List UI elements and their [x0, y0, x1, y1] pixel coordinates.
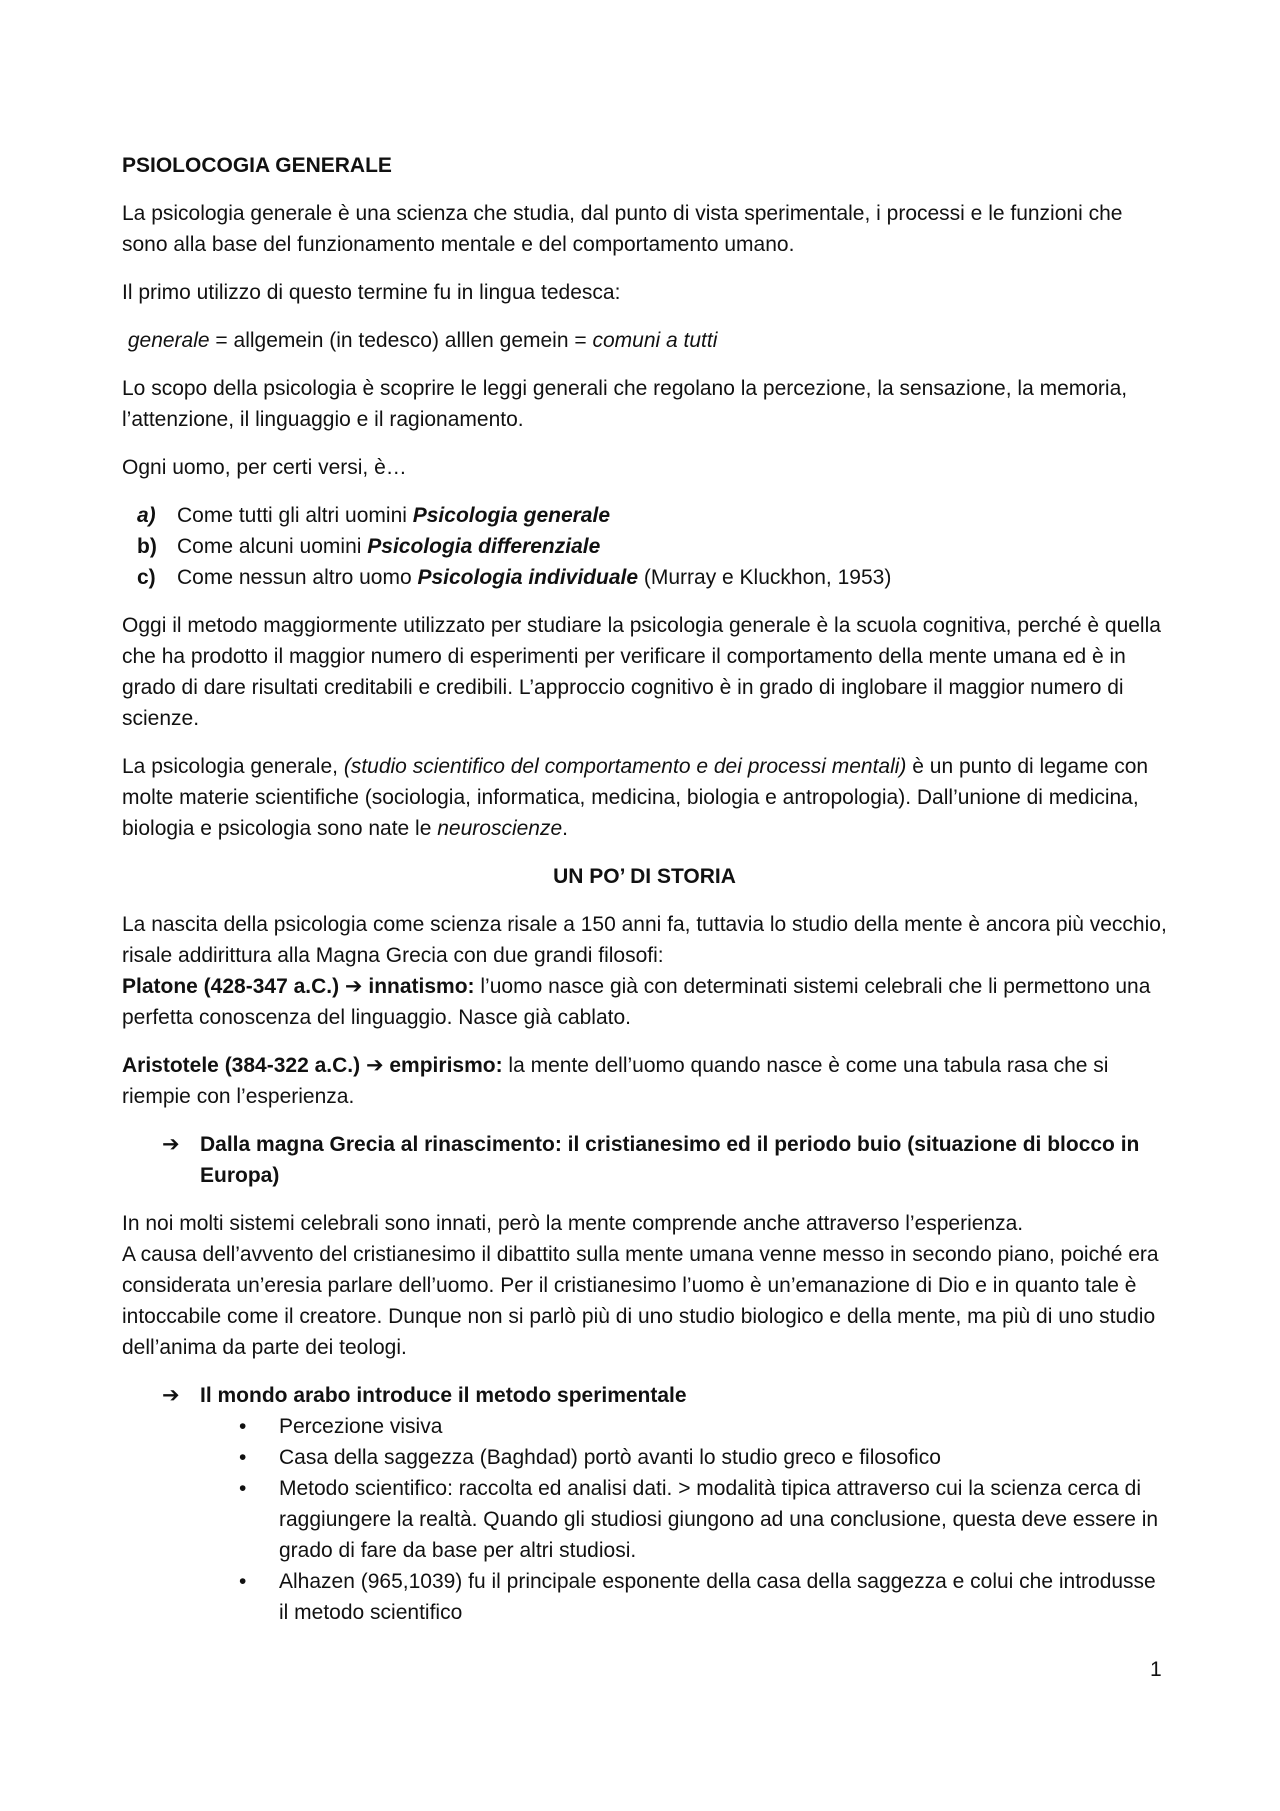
psychology-types-list [122, 500, 1167, 593]
list-item: • Casa della saggezza (Baghdad) portò avanti lo studio greco e filosofico [122, 1442, 1167, 1473]
list-item: b) Come alcuni uomini Psicologia differenziale [122, 531, 1167, 562]
list-item: c) Come nessun altro uomo Psicologia individuale (Murray e Kluckhon, 1953) [122, 562, 1167, 593]
section-title: UN PO’ DI STORIA [553, 865, 736, 888]
list-marker: c) [137, 566, 156, 589]
document-title: PSIOLOCOGIA GENERALE [122, 154, 392, 177]
list-emphasis: Psicologia individuale [417, 566, 639, 589]
paragraph-cognitive-method: Oggi il metodo maggiormente utilizzato per studiare la psicologia generale è la scuola cognitiva, perché è quella che ha prodotto il maggior numero di esperimenti per verificare il comportamento della mente umana ed è in grado di dare risultati creditabili e credibili. L’approccio cognitivo è in grado di inglobare il maggior numero di scienze. [122, 614, 1161, 730]
arrow-icon: ➔ [162, 1133, 180, 1156]
list-marker: b) [137, 535, 157, 558]
paragraph-innate-systems: In noi molti sistemi celebrali sono innati, però la mente comprende anche attraverso l’esperienza. [122, 1212, 1024, 1235]
page-number: 1 [1150, 1658, 1162, 1681]
paragraph-general-psychology-links: La psicologia generale, (studio scientifico del comportamento e dei processi mentali) è un punto di legame con molte materie scientifiche (sociologia, informatica, medicina, biologia e antropologia). Dall’unione di medicina, biologia e psicologia sono nate le neuroscienze. [122, 755, 1149, 840]
bullet-icon: • [239, 1477, 247, 1500]
term-meaning: comuni a tutti [592, 329, 718, 352]
paragraph-aristotele: Aristotele (384-322 a.C.) ➔ empirismo: la mente dell’uomo quando nasce è come una tabula rasa che si riempie con l’esperienza. [122, 1054, 1109, 1108]
list-item: • Percezione visiva [122, 1411, 1167, 1442]
list-item: a) Come tutti gli altri uomini Psicologia generale [122, 500, 1167, 531]
bullet-icon: • [239, 1415, 247, 1438]
paragraph-definition: La psicologia generale è una scienza che studia, dal punto di vista sperimentale, i processi e le funzioni che sono alla base del funzionamento mentale e del comportamento umano. [122, 202, 1123, 256]
paragraph-platone: Platone (428-347 a.C.) ➔ innatismo: l’uomo nasce già con determinati sistemi celebrali che li permettono una perfetta conoscenza del linguaggio. Nasce già cablato. [122, 975, 1151, 1029]
etymology-middle: = allgemein (in tedesco) alllen gemein = [209, 329, 593, 352]
term-generale: generale [127, 329, 210, 352]
arab-world-bullets [122, 1411, 1167, 1628]
paragraph-first-use: Il primo utilizzo di questo termine fu in lingua tedesca: [122, 281, 621, 304]
list-item: • Metodo scientifico: raccolta ed analisi dati. > modalità tipica attraverso cui la scienza cerca di raggiungere la realtà. Quando gli studiosi giungono ad una conclusione, questa deve essere in grado di fare da base per altri studiosi. [122, 1473, 1167, 1566]
bullet-icon: • [239, 1570, 247, 1593]
list-item: • Alhazen (965,1039) fu il principale esponente della casa della saggezza e colui che introdusse il metodo scientifico [122, 1566, 1167, 1628]
list-marker: a) [137, 504, 156, 527]
paragraph-christianity: A causa dell’avvento del cristianesimo il dibattito sulla mente umana venne messo in secondo piano, poiché era considerata un’eresia parlare dell’uomo. Per il cristianesimo l’uomo è un’emanazione di Dio e in quanto tale è intoccabile come il creatore. Dunque non si parlò più di uno studio biologico e della mente, ma più di uno studio dell’anima da parte dei teologi. [122, 1243, 1159, 1359]
arrow-icon: ➔ [344, 975, 363, 998]
heading-arab-world: ➔ Il mondo arabo introduce il metodo sperimentale [122, 1380, 1167, 1411]
document-page [122, 150, 1167, 1628]
arrow-icon: ➔ [162, 1384, 180, 1407]
paragraph-history-intro: La nascita della psicologia come scienza risale a 150 anni fa, tuttavia lo studio della mente è ancora più vecchio, risale addirittura alla Magna Grecia con due grandi filosofi: [122, 913, 1167, 967]
paragraph-every-man: Ogni uomo, per certi versi, è… [122, 456, 407, 479]
heading-christianity: ➔ Dalla magna Grecia al rinascimento: il cristianesimo ed il periodo buio (situazione di blocco in Europa) [122, 1129, 1167, 1191]
bullet-icon: • [239, 1446, 247, 1469]
paragraph-scope: Lo scopo della psicologia è scoprire le leggi generali che regolano la percezione, la sensazione, la memoria, l’attenzione, il linguaggio e il ragionamento. [122, 377, 1128, 431]
list-emphasis: Psicologia generale [412, 504, 610, 527]
paragraph-etymology [122, 325, 1167, 356]
arrow-icon: ➔ [365, 1054, 384, 1077]
list-emphasis: Psicologia differenziale [367, 535, 601, 558]
